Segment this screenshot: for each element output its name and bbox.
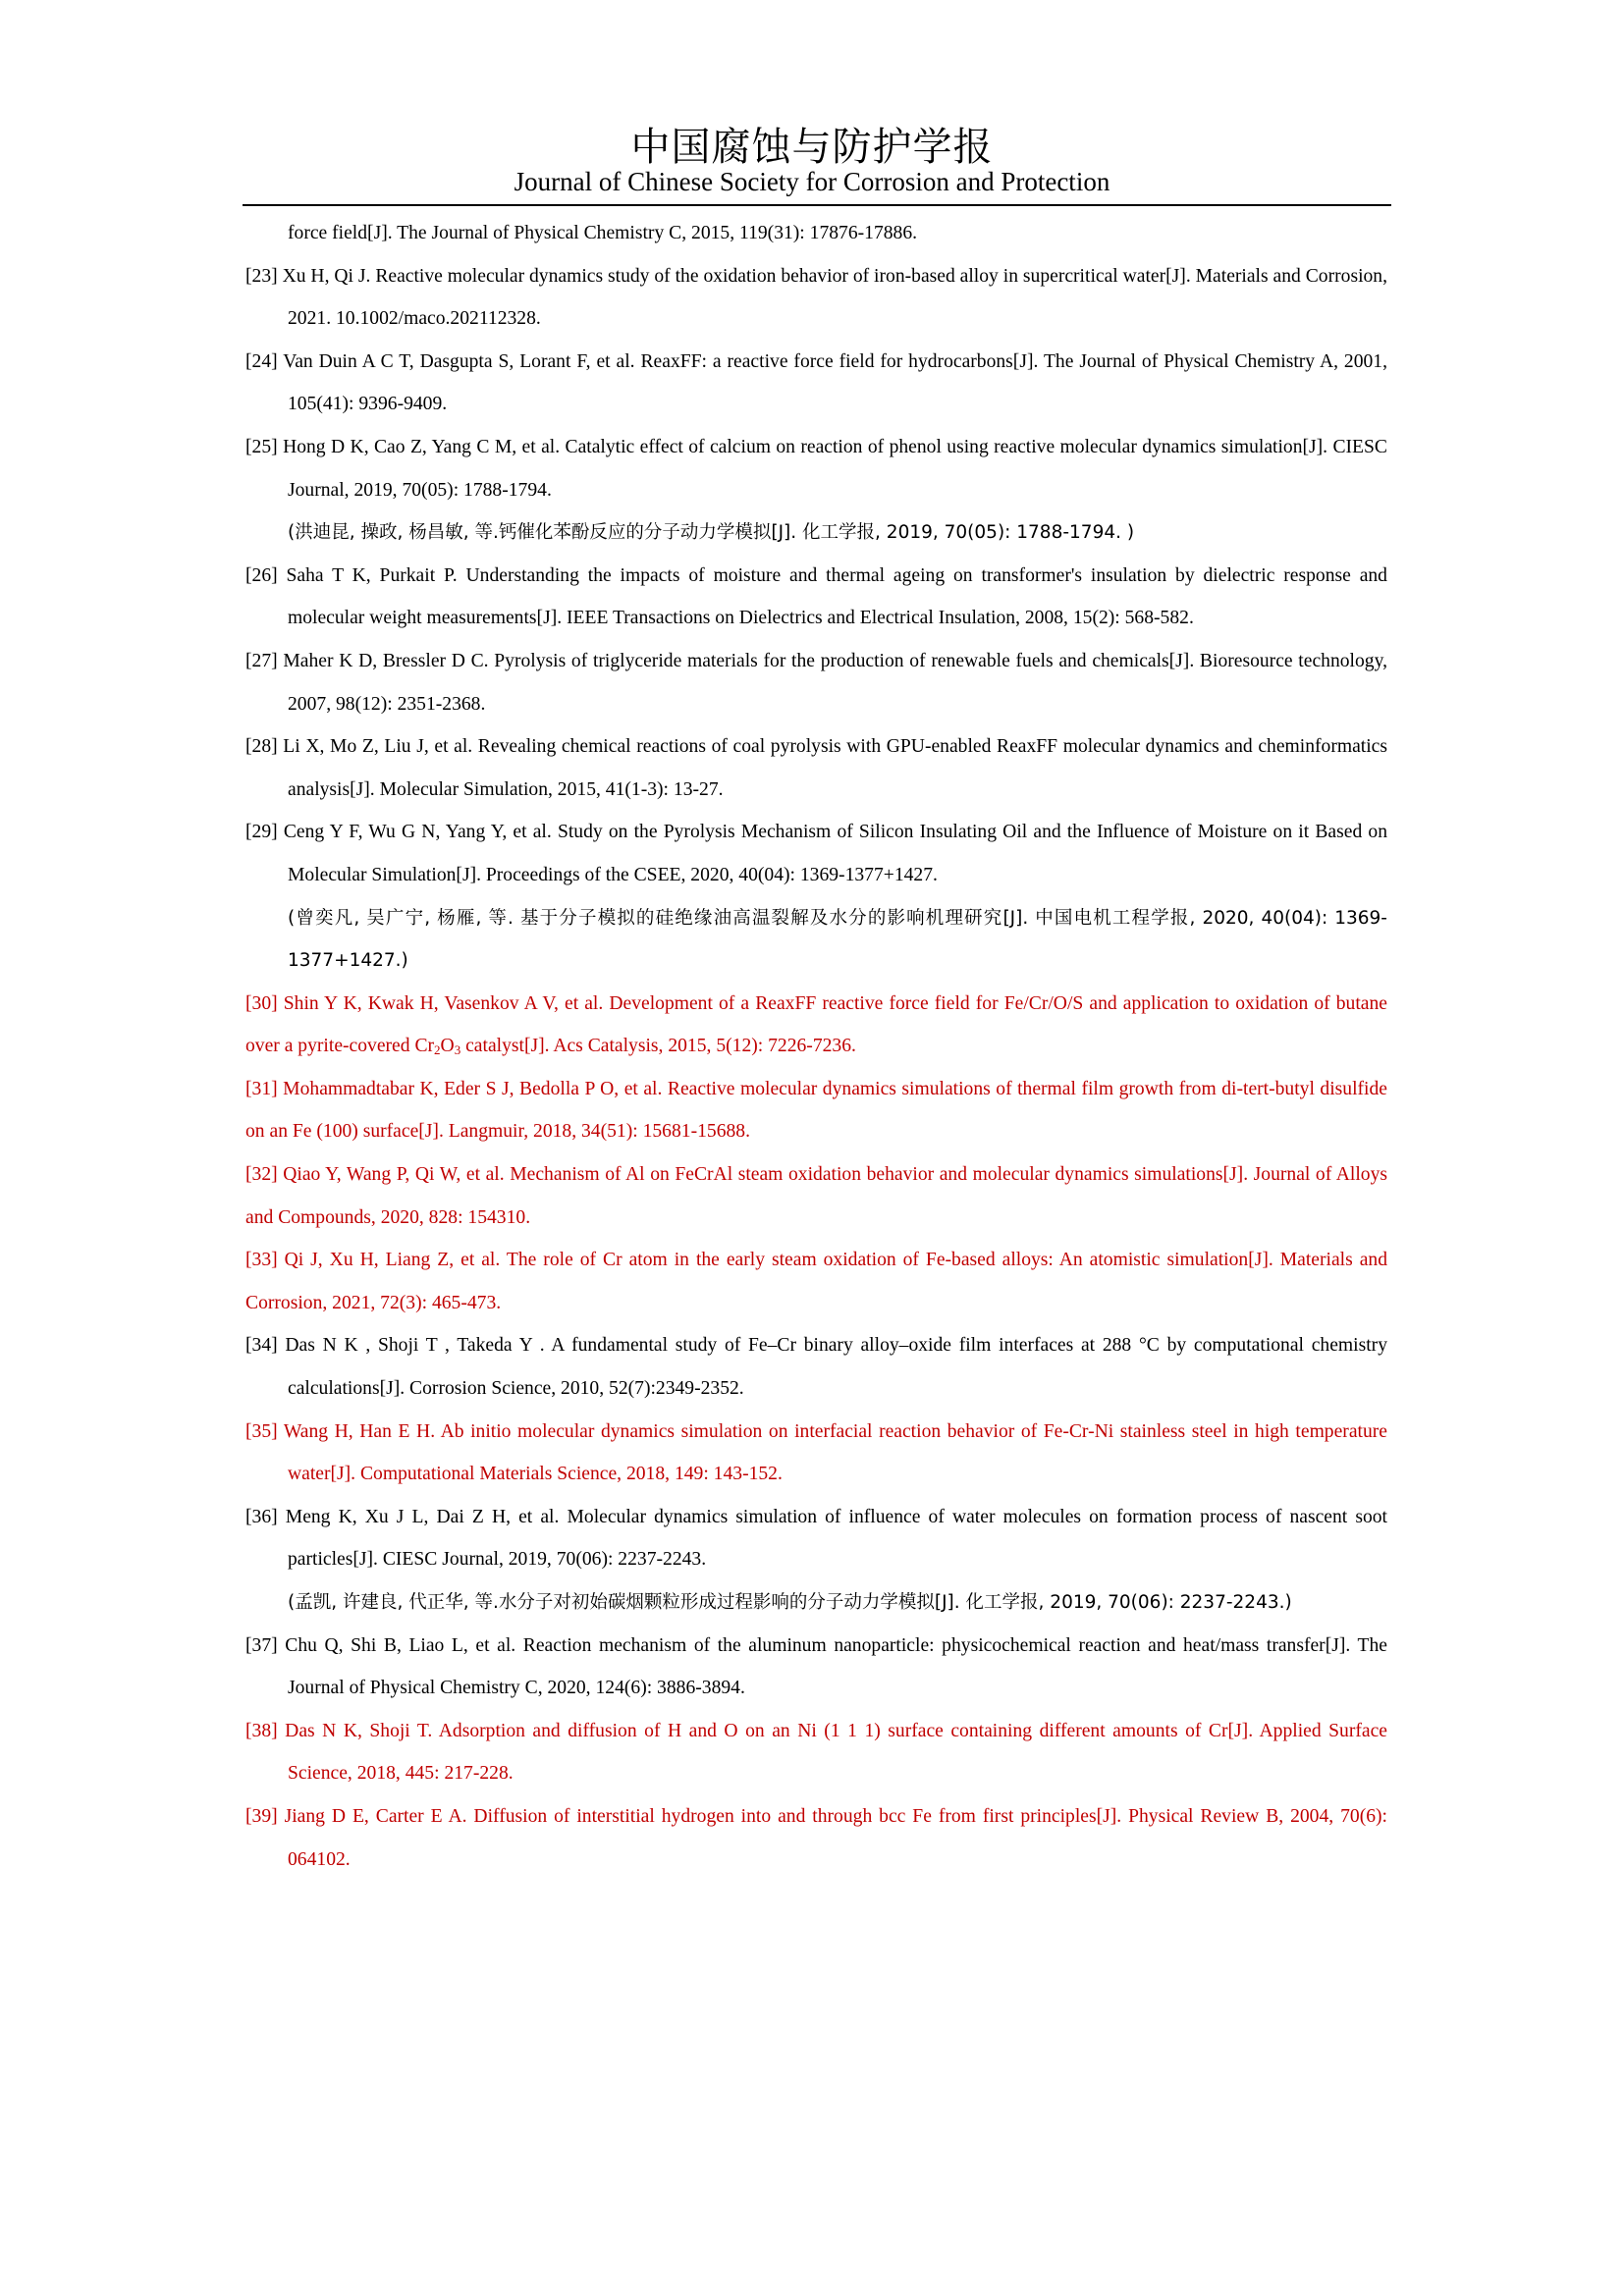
reference-number: [34] [245, 1335, 278, 1357]
reference-item-32 [245, 1153, 1387, 1239]
reference-number: [37] [245, 1634, 278, 1656]
reference-text: Saha T K, Purkait P. Understanding the impacts of moisture and thermal ageing on transformer's insulation by dielectric response and molecular weight measurements[J]. IEEE Transactions on Dielectrics and Electrical Insulation, 2008, 15(2): 568-582. [286, 564, 1387, 629]
reference-number: [32] [245, 1164, 278, 1186]
reference-number: [26] [245, 564, 278, 586]
reference-text: Qiao Y, Wang P, Qi W, et al. Mechanism of Al on FeCrAl steam oxidation behavior and molecular dynamics simulations[J]. Journal of Alloys and Compounds, 2020, 828: 154310. [245, 1164, 1387, 1228]
reference-text: Shin Y K, Kwak H, Vasenkov A V, et al. Development of a ReaxFF reactive force field for Fe/Cr/O/S and application to oxidation of butane over a pyrite-covered Cr [245, 992, 1387, 1057]
reference-number: [38] [245, 1720, 278, 1741]
subscript: 3 [454, 1042, 461, 1058]
reference-item-36 [245, 1496, 1387, 1581]
reference-text: Qi J, Xu H, Liang Z, et al. The role of Cr atom in the early steam oxidation of Fe‐based alloys: An atomistic simulation[J]. Materials and Corrosion, 2021, 72(3): 465-473. [245, 1250, 1387, 1313]
reference-item-28 [245, 725, 1387, 811]
reference-text: Meng K, Xu J L, Dai Z H, et al. Molecular dynamics simulation of influence of water molecules on formation process of nascent soot particles[J]. CIESC Journal, 2019, 70(06): 2237-2243. [285, 1506, 1387, 1571]
reference-list [245, 212, 1387, 1881]
reference-item-27 [245, 640, 1387, 725]
reference-number: [33] [245, 1250, 278, 1271]
reference-text: Van Duin A C T, Dasgupta S, Lorant F, et al. ReaxFF: a reactive force field for hydrocarbons[J]. The Journal of Physical Chemistry A, 2001, 105(41): 9396-9409. [283, 350, 1387, 415]
reference-item-31 [245, 1068, 1387, 1153]
reference-number: [28] [245, 736, 278, 758]
reference-chinese-translation: (曾奕凡, 吴广宁, 杨雁, 等. 基于分子模拟的硅绝缘油高温裂解及水分的影响机理研究[J]. 中国电机工程学报, 2020, 40(04): 1369-1377+1427.) [288, 907, 1387, 972]
reference-item-34 [245, 1324, 1387, 1410]
reference-text: Hong D K, Cao Z, Yang C M, et al. Catalytic effect of calcium on reaction of phenol using reactive molecular dynamics simulation[J]. CIESC Journal, 2019, 70(05): 1788-1794. [283, 436, 1387, 501]
journal-title-english: Journal of Chinese Society for Corrosion and Protection [514, 167, 1110, 196]
journal-title-chinese: 中国腐蚀与防护学报 [630, 125, 994, 170]
reference-item-39 [245, 1795, 1387, 1881]
reference-text: Mohammadtabar K, Eder S J, Bedolla P O, et al. Reactive molecular dynamics simulations of thermal film growth from di-tert-butyl disulfide on an Fe (100) surface[J]. Langmuir, 2018, 34(51): 15681-15688. [245, 1078, 1387, 1143]
reference-chinese-translation: (孟凯, 许建良, 代正华, 等.水分子对初始碳烟颗粒形成过程影响的分子动力学模拟[J]. 化工学报, 2019, 70(06): 2237-2243.) [288, 1592, 1292, 1613]
reference-text: Jiang D E, Carter E A. Diffusion of interstitial hydrogen into and through bcc Fe from first principles[J]. Physical Review B, 2004, 70(6): 064102. [284, 1805, 1387, 1870]
reference-item-30 [245, 983, 1387, 1068]
reference-item-29 [245, 811, 1387, 896]
reference-text: O [440, 1036, 455, 1057]
header-rule [243, 204, 1391, 206]
reference-text: Chu Q, Shi B, Liao L, et al. Reaction mechanism of the aluminum nanoparticle: physicochemical reaction and heat/mass transfer[J]. The Journal of Physical Chemistry C, 2020, 124(6): 3886-3894. [285, 1634, 1387, 1699]
reference-number: [35] [245, 1420, 278, 1442]
reference-item-26 [245, 555, 1387, 640]
reference-number: [25] [245, 436, 278, 457]
reference-text: Das N K , Shoji T , Takeda Y . A fundamental study of Fe–Cr binary alloy–oxide film interfaces at 288 °C by computational chemistry calculations[J]. Corrosion Science, 2010, 52(7):2349-2352. [285, 1335, 1387, 1400]
reference-number: [30] [245, 992, 278, 1014]
reference-item-35 [245, 1411, 1387, 1496]
reference-chinese-translation: (洪迪昆, 操政, 杨昌敏, 等.钙催化苯酚反应的分子动力学模拟[J]. 化工学报, 2019, 70(05): 1788-1794. ) [288, 522, 1135, 544]
reference-text: Ceng Y F, Wu G N, Yang Y, et al. Study on the Pyrolysis Mechanism of Silicon Insulating Oil and the Influence of Moisture on it Based on Molecular Simulation[J]. Proceedings of the CSEE, 2020, 40(04): 1369-1377+1427. [283, 822, 1388, 885]
reference-text: Li X, Mo Z, Liu J, et al. Revealing chemical reactions of coal pyrolysis with GPU-enabled ReaxFF molecular dynamics and cheminformatics analysis[J]. Molecular Simulation, 2015, 41(1-3): 13-27. [283, 736, 1387, 800]
reference-item-33 [245, 1239, 1387, 1324]
reference-number: [24] [245, 350, 278, 372]
reference-number: [23] [245, 265, 278, 287]
subscript: 2 [434, 1042, 441, 1058]
reference-number: [29] [245, 822, 278, 843]
reference-continuation: force field[J]. The Journal of Physical Chemistry C, 2015, 119(31): 17876-17886. [288, 223, 918, 243]
reference-text: Xu H, Qi J. Reactive molecular dynamics study of the oxidation behavior of iron‐based alloy in supercritical water[J]. Materials and Corrosion, 2021. 10.1002/maco.202112328. [282, 265, 1388, 330]
reference-number: [27] [245, 650, 278, 671]
reference-number: [36] [245, 1506, 278, 1527]
reference-item-23 [245, 255, 1387, 341]
reference-text: Wang H, Han E H. Ab initio molecular dynamics simulation on interfacial reaction behavior of Fe-Cr-Ni stainless steel in high temperature water[J]. Computational Materials Science, 2018, 149: 143-152. [283, 1420, 1387, 1485]
reference-text: catalyst[J]. Acs Catalysis, 2015, 5(12): 7226-7236. [460, 1036, 856, 1057]
reference-number: [31] [245, 1078, 278, 1099]
reference-number: [39] [245, 1805, 278, 1827]
reference-item-25 [245, 426, 1387, 511]
reference-item-38 [245, 1710, 1387, 1795]
reference-text: Das N K, Shoji T. Adsorption and diffusion of H and O on an Ni (1 1 1) surface containing different amounts of Cr[J]. Applied Surface Science, 2018, 445: 217-228. [285, 1720, 1387, 1785]
reference-item-37 [245, 1625, 1387, 1710]
reference-item-24 [245, 341, 1387, 426]
reference-text: Maher K D, Bressler D C. Pyrolysis of triglyceride materials for the production of renewable fuels and chemicals[J]. Bioresource technology, 2007, 98(12): 2351-2368. [283, 650, 1387, 715]
